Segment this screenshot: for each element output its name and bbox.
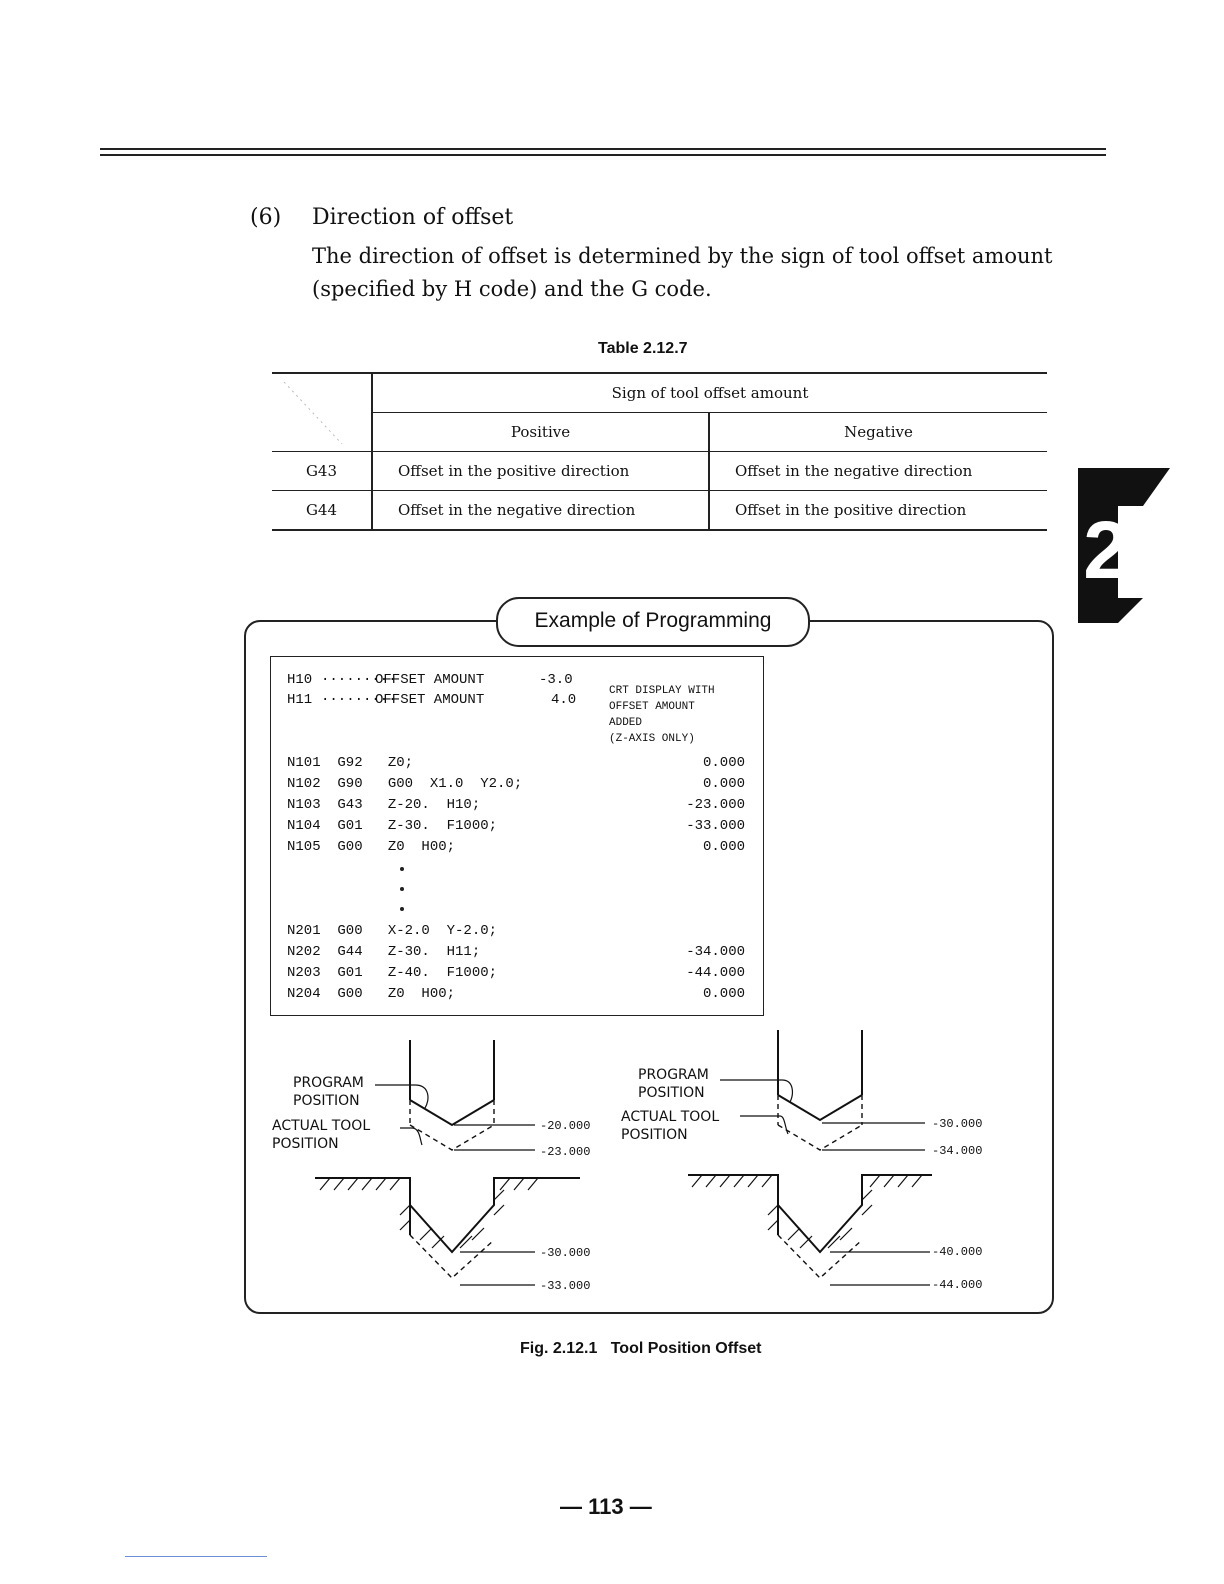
- crt-note-line: ADDED: [609, 717, 643, 729]
- label-program-position-right: PROGRAM POSITION: [638, 1067, 709, 1101]
- offset-direction-table: [272, 372, 1047, 531]
- value-label: -34.000: [932, 1144, 983, 1158]
- offset-leader: ·········: [321, 672, 397, 688]
- chapter-tab-number: 2: [1083, 505, 1129, 596]
- table-cell-negative: Offset in the negative direction: [709, 452, 1047, 491]
- offset-code: H10: [287, 672, 313, 688]
- table-cell-positive: Offset in the negative direction: [372, 491, 709, 531]
- offset-label: OFFSET AMOUNT: [375, 692, 485, 708]
- label-actual-tool-left: ACTUAL TOOL POSITION: [272, 1118, 371, 1152]
- table-cell-g: G43: [272, 452, 372, 491]
- program-line: N103 G43 Z-20. H10;: [287, 797, 481, 813]
- table-header-negative: Negative: [709, 413, 1047, 452]
- header-rule-bottom: [100, 154, 1106, 156]
- program-line: N102 G90 G00 X1.0 Y2.0;: [287, 776, 523, 792]
- section-number: (6): [250, 205, 282, 230]
- crt-value: -23.000: [686, 797, 745, 813]
- program-line: N201 G00 X-2.0 Y-2.0;: [287, 923, 498, 939]
- table-row: [272, 452, 1047, 491]
- table-cell-g: G44: [272, 491, 372, 531]
- label-program-position-left: PROGRAM POSITION: [293, 1075, 364, 1109]
- crt-value: -44.000: [686, 965, 745, 981]
- section-paragraph: The direction of offset is determined by the sign of tool offset amount (specified by H code) and the G code.: [312, 244, 1053, 301]
- table-caption: Table 2.12.7: [598, 340, 688, 357]
- program-listing: [270, 656, 764, 1016]
- figure-caption: Fig. 2.12.1 Tool Position Offset: [520, 1340, 762, 1357]
- crt-value: -33.000: [686, 818, 745, 834]
- footnote-rule: [125, 1556, 267, 1557]
- crt-value: 0.000: [702, 755, 745, 771]
- page-number: — 113 —: [560, 1494, 652, 1519]
- label-actual-tool-right: ACTUAL TOOL POSITION: [621, 1109, 720, 1143]
- program-tool-icon: [410, 1040, 494, 1125]
- program-line: N202 G44 Z-30. H11;: [287, 944, 481, 960]
- crt-note-line: (Z-AXIS ONLY): [609, 733, 695, 745]
- offset-leader: ·········: [321, 692, 397, 708]
- value-label: -30.000: [932, 1117, 983, 1131]
- value-label: -23.000: [540, 1145, 591, 1159]
- workpiece-icon: [315, 1178, 580, 1252]
- offset-value: -3.0: [539, 672, 573, 688]
- chapter-tab-icon: [1078, 468, 1170, 628]
- ellipsis-dot: [400, 887, 404, 891]
- table-header-sign: Sign of tool offset amount: [372, 373, 1047, 413]
- crt-value: 0.000: [702, 839, 745, 855]
- section-title: Direction of offset: [312, 205, 514, 230]
- header-rule-top: [100, 148, 1106, 150]
- value-label: -20.000: [540, 1119, 591, 1133]
- ellipsis-dot: [400, 907, 404, 911]
- workpiece-icon: [688, 1175, 932, 1252]
- table-cell-negative: Offset in the positive direction: [709, 491, 1047, 531]
- table-row: [272, 491, 1047, 531]
- program-line: N104 G01 Z-30. F1000;: [287, 818, 498, 834]
- diagonal-icon: [272, 374, 372, 450]
- program-tool-icon: [778, 1030, 862, 1120]
- offset-value: 4.0: [551, 692, 577, 708]
- program-line: N105 G00 Z0 H00;: [287, 839, 456, 855]
- ellipsis-dot: [400, 867, 404, 871]
- crt-value: -34.000: [686, 944, 745, 960]
- crt-value: 0.000: [702, 986, 745, 1002]
- example-title: Example of Programming: [496, 597, 810, 647]
- value-label: -30.000: [540, 1246, 591, 1260]
- program-line: N204 G00 Z0 H00;: [287, 986, 456, 1002]
- crt-value: 0.000: [702, 776, 745, 792]
- offset-code: H11: [287, 692, 313, 708]
- offset-label: OFFSET AMOUNT: [375, 672, 485, 688]
- table-cell-positive: Offset in the positive direction: [372, 452, 709, 491]
- value-label: -44.000: [932, 1278, 983, 1292]
- program-line: N203 G01 Z-40. F1000;: [287, 965, 498, 981]
- crt-note-line: CRT DISPLAY WITH: [609, 685, 715, 697]
- value-label: -40.000: [932, 1245, 983, 1259]
- value-label: -33.000: [540, 1279, 591, 1293]
- table-header-positive: Positive: [372, 413, 709, 452]
- table-corner-cell: [272, 373, 372, 452]
- program-line: N101 G92 Z0;: [287, 755, 414, 771]
- crt-note-line: OFFSET AMOUNT: [609, 701, 695, 713]
